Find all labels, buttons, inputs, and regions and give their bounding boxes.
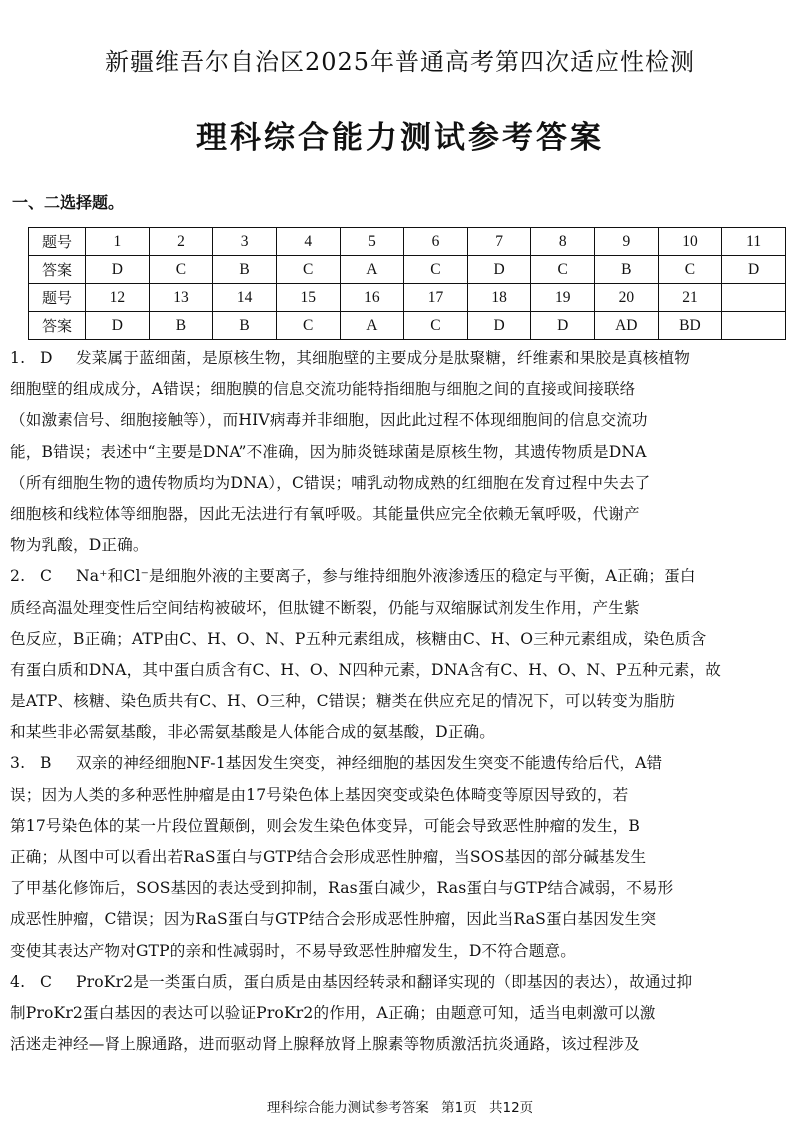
explanation-text: 误；因为人类的多种恶性肿瘤是由17号染色体上基因突变或染色体畸变等原因导致的，若 [10,785,629,804]
explanation-text: 成恶性肿瘤，C错误；因为RaS蛋白与GTP结合会形成恶性肿瘤，因此当RaS蛋白基因发生突 [10,910,657,929]
explanation-text: 细胞核和线粒体等细胞器，因此无法进行有氧呼吸。其能量供应完全依赖无氧呼吸，代谢产 [10,504,640,523]
explanation-text: 变使其表达产物对GTP的亲和性减弱时，不易导致恶性肿瘤发生，D不符合题意。 [10,941,576,960]
question-number-cell: 2 [149,228,213,256]
question-number-cell: 21 [658,284,722,312]
answer-cell: AD [595,312,659,340]
question-number-cell: 19 [531,284,595,312]
row-label: 答案 [29,256,86,284]
answer-cell: A [340,312,404,340]
question-number-cell: 12 [86,284,150,312]
answer-cell: B [213,256,277,284]
row-label: 题号 [29,284,86,312]
explanation-text: 了甲基化修饰后，SOS基因的表达受到抑制，Ras蛋白减少，Ras蛋白与GTP结合减弱，不易形 [10,879,674,898]
footer-doc-name: 理科综合能力测试参考答案 [266,1100,429,1116]
answer-cell: C [404,312,468,340]
explanation-line [10,561,788,592]
question-number: 3. [10,754,26,773]
explanation-text: 和某些非必需氨基酸，非必需氨基酸是人体能合成的氨基酸，D正确。 [10,723,495,742]
question-number-cell: 17 [404,284,468,312]
explanation-line [10,936,788,967]
footer-page-number: 第1页 [441,1100,477,1116]
explanation-text: Na⁺和Cl⁻是细胞外液的主要离子，参与维持细胞外液渗透压的稳定与平衡，A正确；蛋白 [76,567,696,586]
answer-cell [722,312,786,340]
question-number: 2. [10,567,26,586]
explanation-line [10,624,788,655]
explanation-line [10,468,788,499]
question-answer: C [40,567,53,586]
explanation-text: 正确；从图中可以看出若RaS蛋白与GTP结合会形成恶性肿瘤，当SOS基因的部分碱基发生 [10,848,647,866]
explanation-item [10,748,788,966]
question-answer: D [40,349,53,367]
question-number-cell: 5 [340,228,404,256]
explanation-line [10,655,788,686]
explanation-line [10,405,788,436]
question-number-cell: 20 [595,284,659,312]
question-number-cell: 6 [404,228,468,256]
answer-cell: B [595,256,659,284]
answer-cell: D [467,312,531,340]
explanation-line [10,842,788,873]
question-answer: C [40,972,53,991]
explanation-text: 色反应，B正确；ATP由C、H、O、N、P五种元素组成，核糖由C、H、O三种元素组成，染色质含 [10,629,707,648]
question-number-cell: 9 [595,228,659,256]
exam-header-title: 新疆维吾尔自治区2025年普通高考第四次适应性检测 [104,48,696,76]
answer-table-row [29,256,786,284]
answer-table [28,227,786,340]
explanation-text: 是ATP、核糖、染色质共有C、H、O三种，C错误；糖类在供应充足的情况下，可以转变为脂肪 [10,692,676,711]
explanation-line [10,967,788,998]
question-number-cell: 16 [340,284,404,312]
explanation-line [10,873,788,904]
explanation-text: 双亲的神经细胞NF-1基因发生突变，神经细胞的基因发生突变不能遗传给后代，A错 [76,754,663,773]
answer-table-row [29,284,786,312]
question-number-cell: 4 [276,228,340,256]
explanation-text: 有蛋白质和DNA，其中蛋白质含有C、H、O、N四种元素，DNA含有C、H、O、N、P五种元素，故 [10,660,722,679]
explanation-text: 物为乳酸，D正确。 [10,536,149,555]
explanation-line [10,998,788,1029]
question-number-cell: 18 [467,284,531,312]
explanation-line [10,780,788,811]
explanation-text: 活迷走神经—肾上腺通路，进而驱动肾上腺释放肾上腺素等物质激活抗炎通路，该过程涉及 [10,1035,640,1054]
answer-cell: D [86,256,150,284]
explanation-item [10,967,788,1061]
question-number-cell: 8 [531,228,595,256]
answer-cell: C [404,256,468,284]
explanation-text: 发菜属于蓝细菌，是原核生物，其细胞壁的主要成分是肽聚糖，纤维素和果胶是真核植物 [76,349,691,367]
question-number-cell [722,284,786,312]
answer-cell: C [149,256,213,284]
explanation-item [10,343,788,561]
explanation-line [10,499,788,530]
answer-cell: C [276,312,340,340]
page-footer [0,1096,800,1116]
explanation-text: 能，B错误；表述中“主要是DNA”不准确，因为肺炎链球菌是原核生物，其遗传物质是DNA [10,442,647,461]
explanation-text: （所有细胞生物的遗传物质均为DNA），C错误；哺乳动物成熟的红细胞在发育过程中失去了 [10,473,651,492]
explanation-item [10,561,788,748]
question-number-cell: 15 [276,284,340,312]
question-number-cell: 1 [86,228,150,256]
answer-cell: C [531,256,595,284]
explanation-line [10,593,788,624]
explanation-line [10,1029,788,1060]
question-number-cell: 3 [213,228,277,256]
row-label: 题号 [29,228,86,256]
document-title: 理科综合能力测试参考答案 [196,120,604,156]
explanation-line [10,530,788,561]
footer-total-pages: 共12页 [489,1100,534,1116]
answer-cell: D [722,256,786,284]
explanation-line [10,437,788,468]
explanation-text: ProKr2是一类蛋白质，蛋白质是由基因经转录和翻译实现的（即基因的表达），故通过抑 [76,972,693,991]
question-number-cell: 10 [658,228,722,256]
explanation-line [10,717,788,748]
answer-cell: B [213,312,277,340]
question-number-cell: 11 [722,228,786,256]
question-number: 4. [10,972,26,991]
explanation-line [10,686,788,717]
explanation-line [10,343,788,374]
answer-cell: D [86,312,150,340]
answer-cell: B [149,312,213,340]
question-number-cell: 13 [149,284,213,312]
explanation-text: 制ProKr2蛋白基因的表达可以验证ProKr2的作用，A正确；由题意可知，适当电刺激可以激 [10,1003,656,1022]
answer-cell: A [340,256,404,284]
answer-table-row [29,228,786,256]
explanation-text: （如激素信号、细胞接触等），而HIV病毒并非细胞，因此此过程不体现细胞间的信息交流功 [10,411,648,430]
answer-table-row [29,312,786,340]
question-answer: B [40,754,52,773]
answer-cell: C [658,256,722,284]
answer-cell: D [467,256,531,284]
explanation-text: 质经高温处理变性后空间结构被破坏，但肽键不断裂，仍能与双缩脲试剂发生作用，产生紫 [10,598,640,617]
question-number-cell: 7 [467,228,531,256]
answer-cell: C [276,256,340,284]
explanation-line [10,811,788,842]
question-number-cell: 14 [213,284,277,312]
explanations [10,343,788,1060]
question-number: 1. [10,349,26,367]
explanation-line [10,748,788,779]
explanation-line [10,904,788,935]
explanation-text: 细胞壁的组成成分，A错误；细胞膜的信息交流功能特指细胞与细胞之间的直接或间接联络 [10,380,636,399]
answer-cell: BD [658,312,722,340]
explanation-text: 第17号染色体的某一片段位置颠倒，则会发生染色体变异，可能会导致恶性肿瘤的发生，B [10,816,641,835]
row-label: 答案 [29,312,86,340]
explanation-line [10,374,788,405]
section-heading: 一、二选择题。 [12,193,125,212]
answer-cell: D [531,312,595,340]
